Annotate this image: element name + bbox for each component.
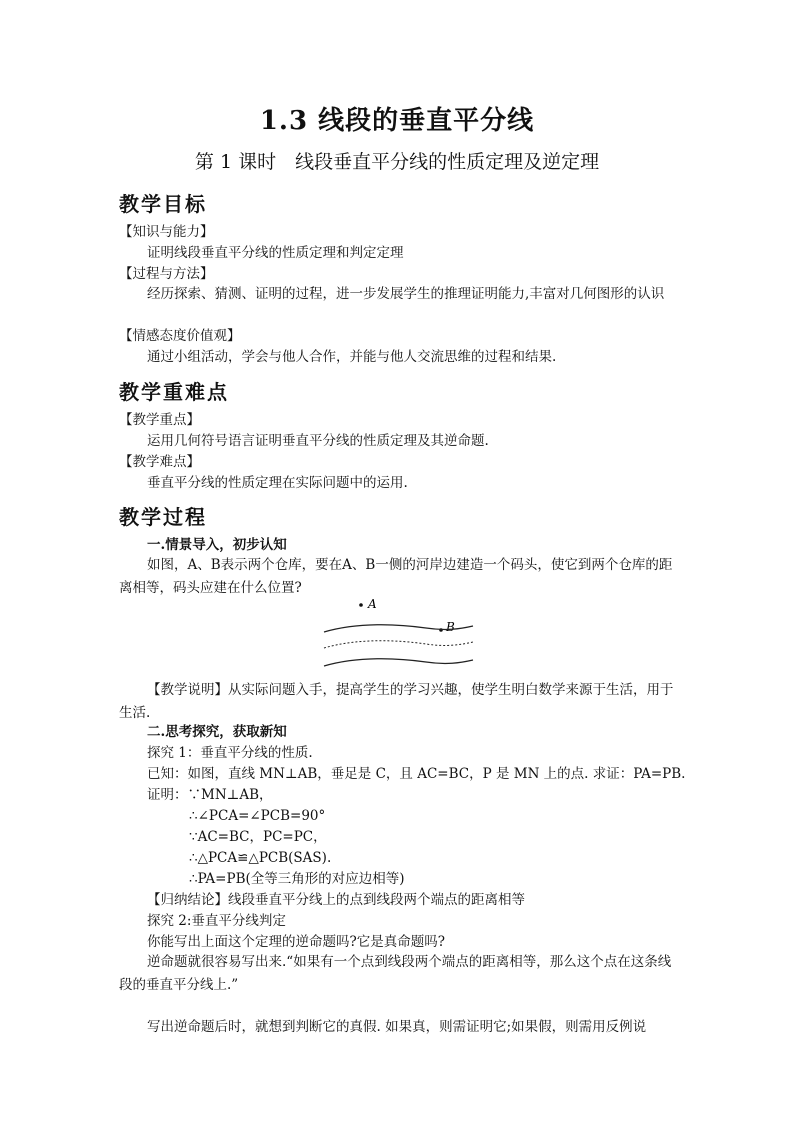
given-text: 已知：如图，直线 MN⊥AB，垂足是 C，且 AC=BC，P 是 MN 上的点. 求证：PA=PB. (147, 766, 686, 782)
converse-text: 逆命题就很容易写出来.“如果有一个点到线段两个端点的距离相等，那么这个点在这条线段的垂直平分线上.” (119, 954, 672, 993)
river-bank-middle (324, 641, 473, 648)
teaching-note: 【教学说明】从实际问题入手，提高学生的学习兴趣，使学生明白数学来源于生活，用于生活. (119, 682, 674, 721)
explore1-text: 探究 1：垂直平分线的性质. (147, 745, 313, 761)
part2-title: 二.思考探究，获取新知 (147, 724, 287, 740)
last-line-text: 写出逆命题后时，就想到判断它的真假. 如果真，则需证明它;如果假，则需用反例说 (147, 1019, 647, 1035)
warehouse-a-point (359, 603, 363, 607)
part1-title: 一.情景导入，初步认知 (147, 537, 287, 553)
knowledge-label: 【知识与能力】 (119, 224, 214, 240)
knowledge-text: 证明线段垂直平分线的性质定理和判定定理 (147, 245, 404, 261)
question-text: 你能写出上面这个定理的逆命题吗?它是真命题吗? (147, 934, 445, 950)
focus-text: 运用几何符号语言证明垂直平分线的性质定理及其逆命题. (147, 433, 489, 449)
process-text: 经历探索、猜测、证明的过程，进一步发展学生的推理证明能力,丰富对几何图形的认识 (147, 286, 665, 302)
proof-line: ∵AC=BC，PC=PC， (189, 829, 327, 845)
section-heading-objectives: 教学目标 (119, 192, 207, 216)
process-label: 【过程与方法】 (119, 266, 214, 282)
attitude-text: 通过小组活动，学会与他人合作，并能与他人交流思维的过程和结果. (147, 349, 557, 365)
warehouse-b-label: B (446, 620, 455, 634)
difficulty-label: 【教学难点】 (119, 454, 200, 470)
proof-line: ∴∠PCA=∠PCB=90° (189, 808, 326, 824)
focus-label: 【教学重点】 (119, 412, 200, 428)
document-subtitle: 第 1 课时 线段垂直平分线的性质定理及逆定理 (194, 151, 600, 173)
river-figure (318, 596, 478, 676)
section-heading-key-points: 教学重难点 (119, 380, 229, 404)
section-heading-process: 教学过程 (119, 505, 207, 529)
explore2-text: 探究 2:垂直平分线判定 (147, 913, 286, 929)
proof-line: ∴PA=PB(全等三角形的对应边相等) (189, 871, 405, 887)
proof-label: 证明：∵MN⊥AB， (147, 787, 273, 803)
river-bank-lower (324, 659, 473, 666)
warehouse-a-label: A (368, 597, 377, 611)
difficulty-text: 垂直平分线的性质定理在实际问题中的运用. (147, 475, 408, 491)
part1-text: 如图，A、B表示两个仓库，要在A、B一侧的河岸边建造一个码头，使它到两个仓库的距离相等，码头应建在什么位置? (119, 557, 673, 596)
attitude-label: 【情感态度价值观】 (119, 328, 241, 344)
proof-line: ∴△PCA≌△PCB(SAS). (189, 850, 332, 866)
conclusion-text: 【归纳结论】线段垂直平分线上的点到线段两个端点的距离相等 (147, 892, 525, 908)
document-title: 1.3 线段的垂直平分线 (259, 106, 535, 136)
